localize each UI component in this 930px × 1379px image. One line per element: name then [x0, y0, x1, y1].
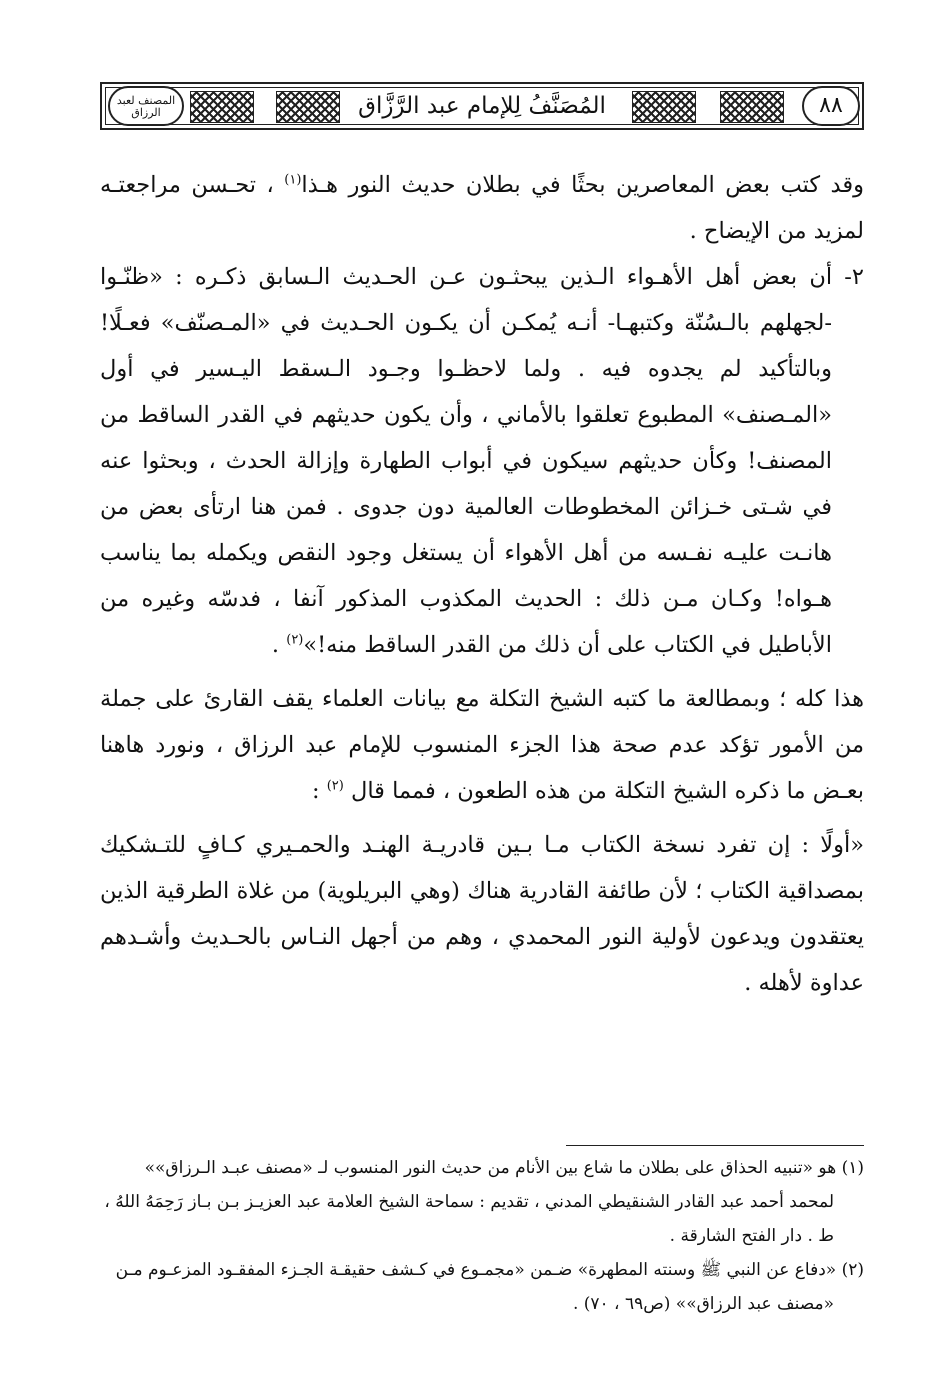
- header-ornament: [720, 91, 784, 123]
- footnote-2-cont: «مصنف عبد الرزاق»» (ص٦٩ ، ٧٠) .: [572, 1294, 834, 1314]
- footnote-ref[interactable]: (٢): [286, 632, 304, 648]
- page-number: ٨٨: [802, 86, 860, 126]
- footnotes: [100, 1151, 864, 1321]
- header-ornament: [190, 91, 254, 123]
- header-ornament: [632, 91, 696, 123]
- page-header: [100, 82, 864, 130]
- quote-paragraph: «أولًا : إن تفرد نسخة الكتاب مـا بـين قادريـة الهنـد والحمـيري كـافٍ للتـشكيك بمصداقية الكتاب ؛ لأن طائفة القادرية هناك (وهي البريلوية) من غلاة الطرقية الذين يعتقدون ويدعون لأولية النور المحمدي ، وهم من أجهل النـاس بالحـديث وأشـدهم عداوة لأهله .: [100, 832, 864, 996]
- paragraph: وقد كتب بعض المعاصرين بحثًا في بطلان حديث النور هـذا$^{(١)}$ ، تحـسن مراجعتـه لمزيد من الإيضاح .: [100, 172, 864, 244]
- footnote-ref[interactable]: (٢): [326, 778, 344, 794]
- book-seal-logo: [108, 86, 184, 126]
- footnote-1: (١) هو «تنبيه الحذاق على بطلان ما شاع بين الأنام من حديث النور المنسوب لـ «مصنف عبـد الـرزاق»»: [144, 1158, 864, 1178]
- paragraph: هذا كله ؛ وبمطالعة ما كتبه الشيخ التكلة مع بيانات العلماء يقف القارئ على جملة من الأمور تؤكد عدم صحة هذا الجزء المنسوب للإمام عبد الرزاق ، ونورد هاهنا بعـض ما ذكره الشيخ التكلة من هذه الطعون ، فمما قال $^{(٢)}$ :: [100, 686, 864, 804]
- footnote-1-cont: لمحمد أحمد عبد القادر الشنقيطي المدني ، تقديم : سماحة الشيخ العلامة عبد العزيـز بـن بـاز رَحِمَهُ اللهُ ،: [104, 1192, 834, 1212]
- book-title: المُصَنَّفُ لِلإمام عبد الرَّزَّاق: [358, 93, 606, 119]
- footnote-divider: [566, 1145, 864, 1146]
- footnote-ref[interactable]: (١): [284, 172, 302, 188]
- numbered-paragraph: ٢- أن بعض أهل الأهـواء الـذين يبحثـون عـن الحـديث الـسابق ذكـره : «ظنّـوا -لجهلهم بالـسُنّة وكتبهـا- أنـه يُمكـن أن يكـون الحـديث في «المـصنّف» فعـلًا! وبالتأكيد لم يجدوه فيه . ولما لاحظـوا وجـود الـسقط اليـسير في أول «المـصنف» المطبوع تعلقوا بالأماني ، وأن يكون حديثهم في القدر الساقط من المصنف! وكأن حديثهم سيكون في أبواب الطهارة وإزالة الحدث ، وبحثوا عنه في شـتى خـزائن المخطوطات العالمية دون جدوى . فمن هنا ارتأى بعض من هانـت عليـه نفـسه من أهل الأهواء أن يستغل وجود النقص ويكمله بما يناسب هـواه! وكـان مـن ذلك : الحديث المكذوب المذكور آنفا ، فدسّه وغيره من الأباطيل في الكتاب على أن ذلك من القدر الساقط منه!»$^{(٢)}$ .: [100, 264, 864, 658]
- main-text: [100, 162, 864, 1006]
- seal-text: المصنف لعبد الرزاق: [116, 94, 176, 119]
- footnote-1-cont: ط . دار الفتح الشارقة .: [669, 1226, 834, 1246]
- header-ornament: [276, 91, 340, 123]
- footnote-2: (٢) «دفاع عن النبي ﷺ وسنته المطهرة» ضـمن «مجمـوع في كـشف حقيقـة الجـزء المفقـود المزعـوم مـن: [115, 1260, 864, 1280]
